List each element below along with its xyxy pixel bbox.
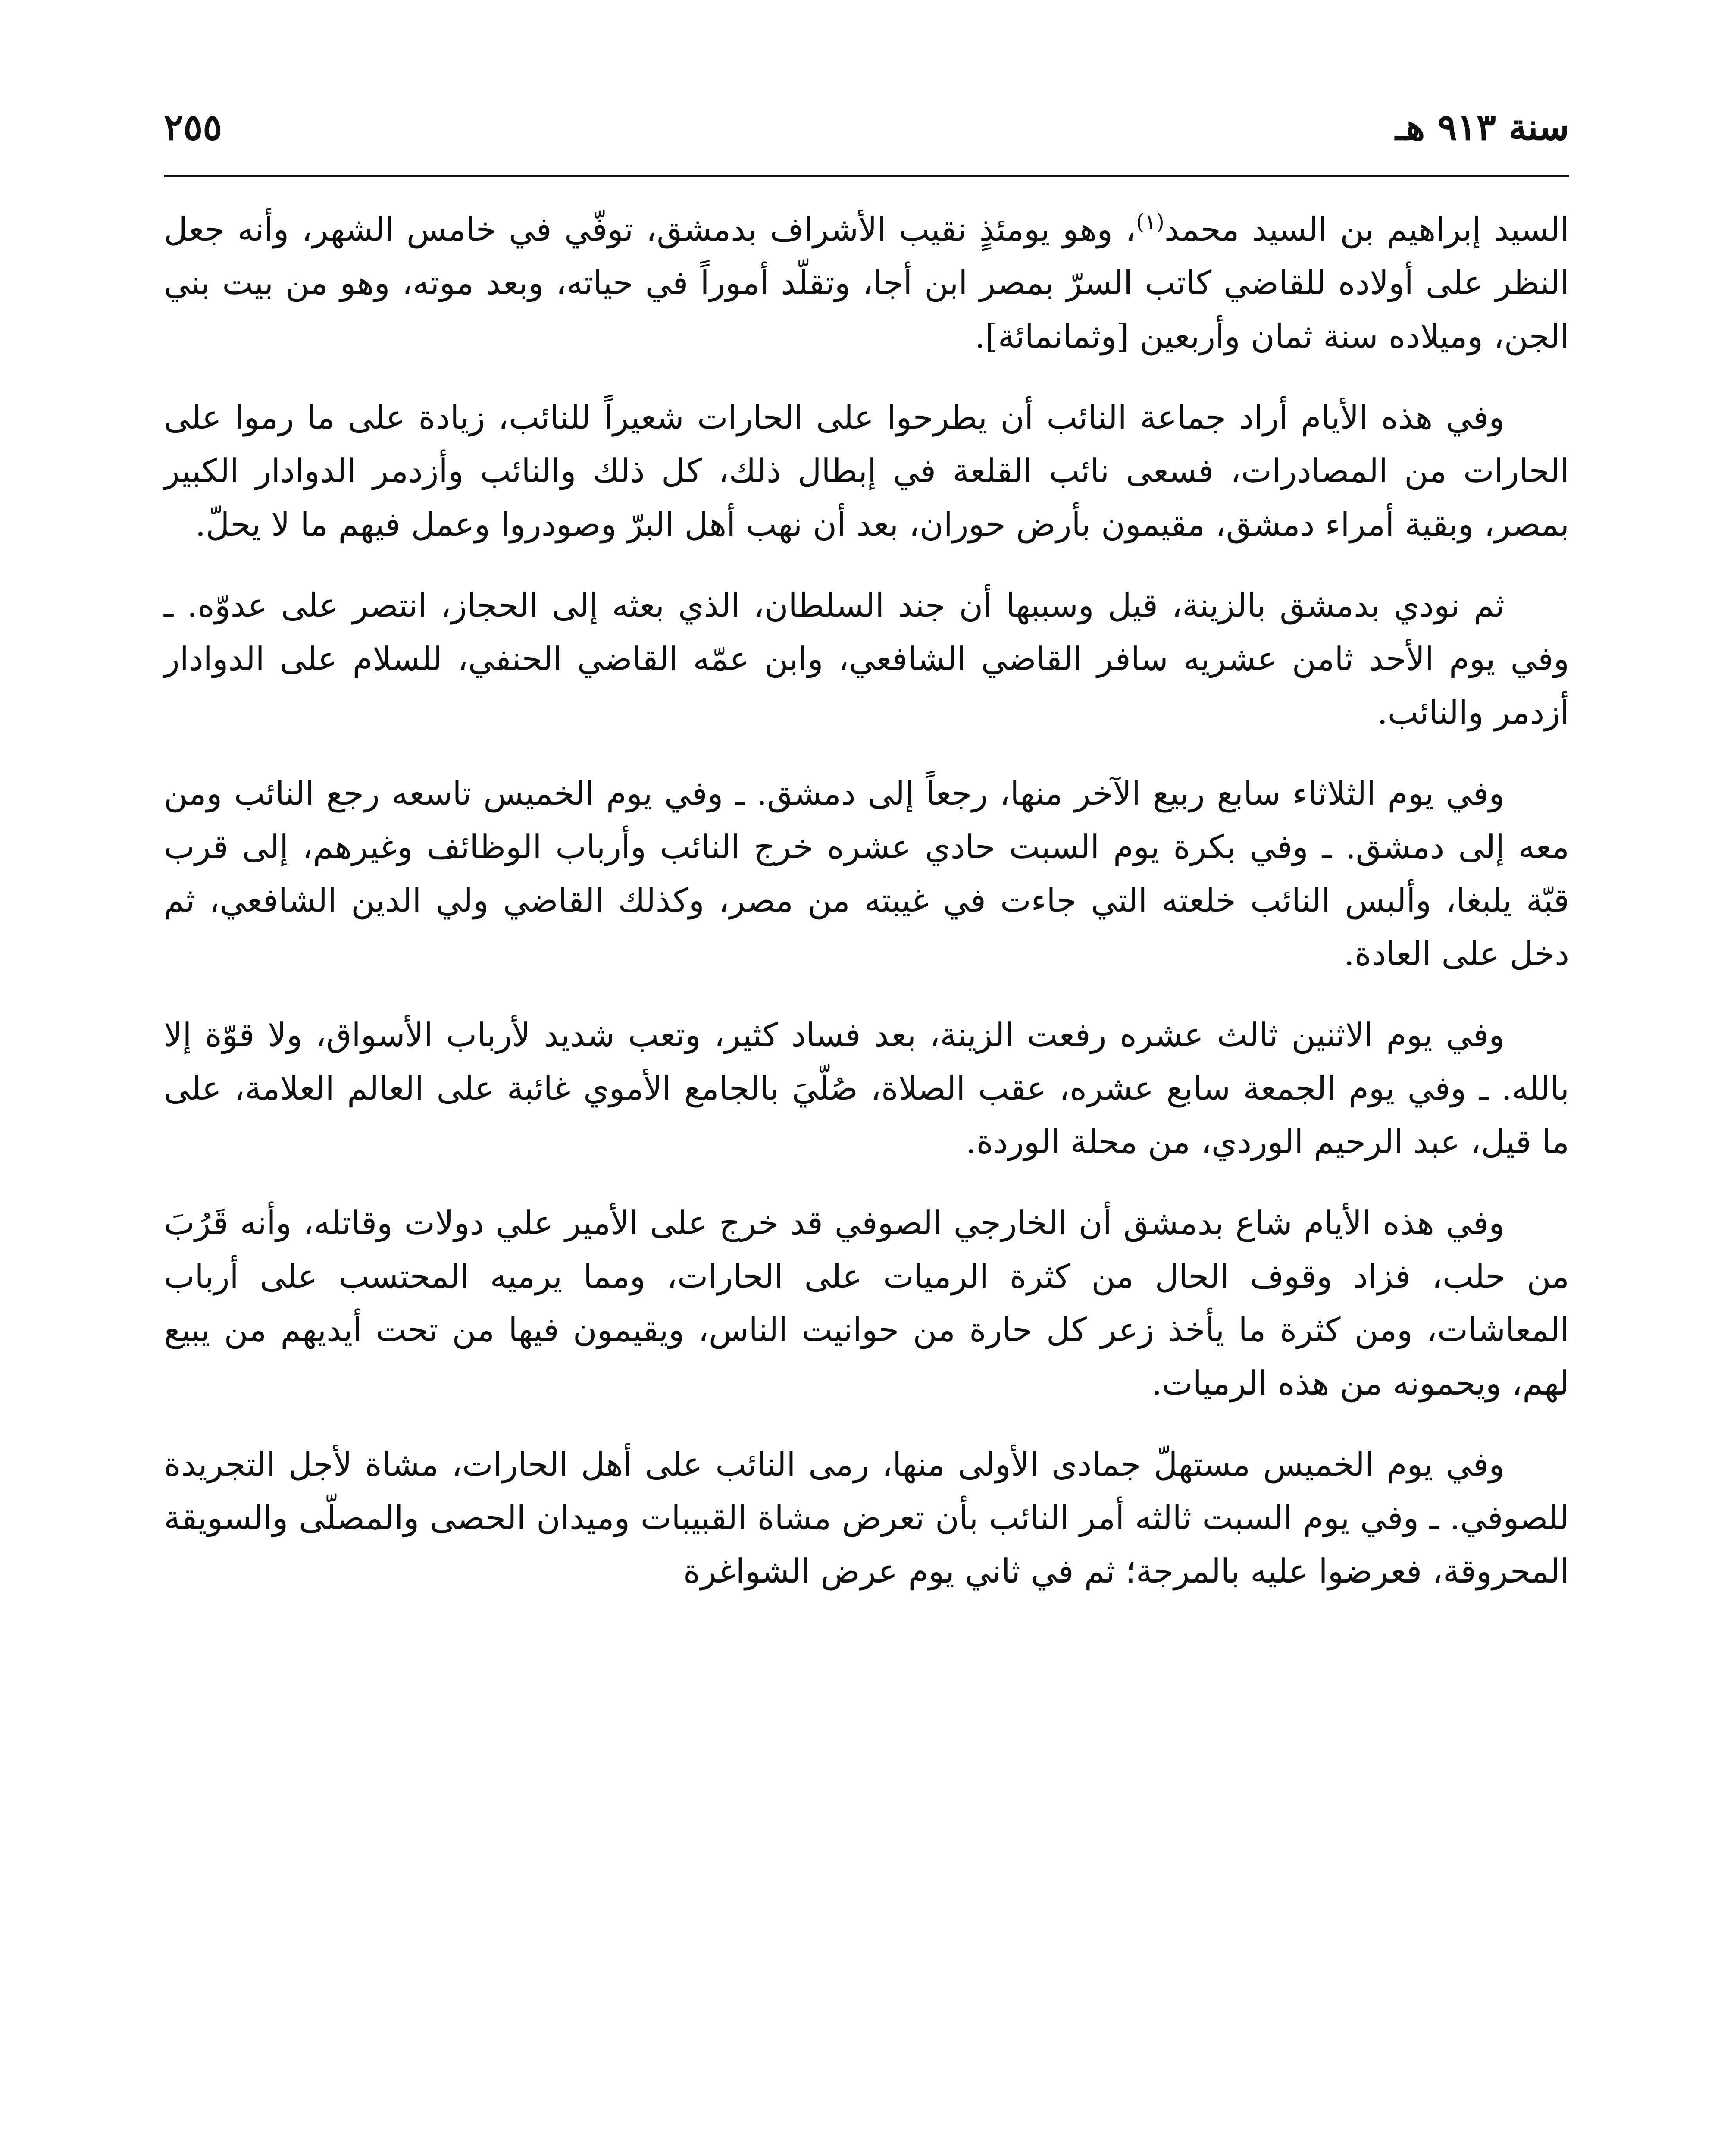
header-rule <box>164 175 1569 177</box>
paragraph: وفي يوم الاثنين ثالث عشره رفعت الزينة، بعد فساد كثير، وتعب شديد لأرباب الأسواق، ولا قوّة إلا بالله. ـ وفي يوم الجمعة سابع عشره، عقب الصلاة، صُلّيَ بالجامع الأموي غائبة على العالم العلامة، على ما قيل، عبد الرحيم الوردي، من محلة الوردة. <box>164 1015 1569 1161</box>
running-head: سنة ٩١٣ هـ <box>1395 106 1569 148</box>
paragraph: وفي يوم الخميس مستهلّ جمادى الأولى منها، رمى النائب على أهل الحارات، مشاة لأجل التجريدة للصوفي. ـ وفي يوم السبت ثالثه أمر النائب بأن تعرض مشاة القبيبات وميدان الحصى والمصلّى والسويقة المحروقة، فعرضوا عليه بالمرجة؛ ثم في ثاني يوم عرض الشواغرة <box>164 1445 1569 1590</box>
page-number: ٢٥٥ <box>164 106 222 148</box>
paragraph <box>164 203 1569 363</box>
paragraph-text: ، وهو يومئذٍ نقيب الأشراف بدمشق، توفّي في خامس الشهر، وأنه جعل النظر على أولاده للقاضي كاتب السرّ بمصر ابن أجا، وتقلّد أموراً في حياته، وبعد موته، وهو من بيت بني الجن، وميلاده سنة ثمان وأربعين [وثمانمائة]. <box>164 210 1569 355</box>
paragraph: وفي هذه الأيام أراد جماعة النائب أن يطرحوا على الحارات شعيراً للنائب، زيادة على ما رموا على الحارات من المصادرات، فسعى نائب القلعة في إبطال ذلك، كل ذلك والنائب وأزدمر الدوادار الكبير بمصر، وبقية أمراء دمشق، مقيمون بأرض حوران، بعد أن نهب أهل البرّ وصودروا وعمل فيهم ما لا يحلّ. <box>164 398 1569 543</box>
paragraph-text: السيد إبراهيم بن السيد محمد <box>1164 210 1569 248</box>
page-header <box>164 95 1569 160</box>
footnote-reference: (١) <box>1136 209 1164 235</box>
paragraph: وفي هذه الأيام شاع بدمشق أن الخارجي الصوفي قد خرج على الأمير علي دولات وقاتله، وأنه قَرُبَ من حلب، فزاد وقوف الحال من كثرة الرميات على الحارات، ومما يرميه المحتسب على أرباب المعاشات، ومن كثرة ما يأخذ زعر كل حارة من حوانيت الناس، ويقيمون فيها من تحت أيديهم من يبيع لهم، ويحمونه من هذه الرميات. <box>164 1203 1569 1402</box>
paragraph: ثم نودي بدمشق بالزينة، قيل وسببها أن جند السلطان، الذي بعثه إلى الحجاز، انتصر على عدوّه. ـ وفي يوم الأحد ثامن عشريه سافر القاضي الشافعي، وابن عمّه القاضي الحنفي، للسلام على الدوادار أزدمر والنائب. <box>164 586 1569 731</box>
main-text <box>164 203 1569 1626</box>
paragraph: وفي يوم الثلاثاء سابع ربيع الآخر منها، رجعاً إلى دمشق. ـ وفي يوم الخميس تاسعه رجع النائب ومن معه إلى دمشق. ـ وفي بكرة يوم السبت حادي عشره خرج النائب وأرباب الوظائف وغيرهم، إلى قرب قبّة يلبغا، وألبس النائب خلعته التي جاءت في غيبته من مصر، وكذلك القاضي ولي الدين الشافعي، ثم دخل على العادة. <box>164 774 1569 973</box>
